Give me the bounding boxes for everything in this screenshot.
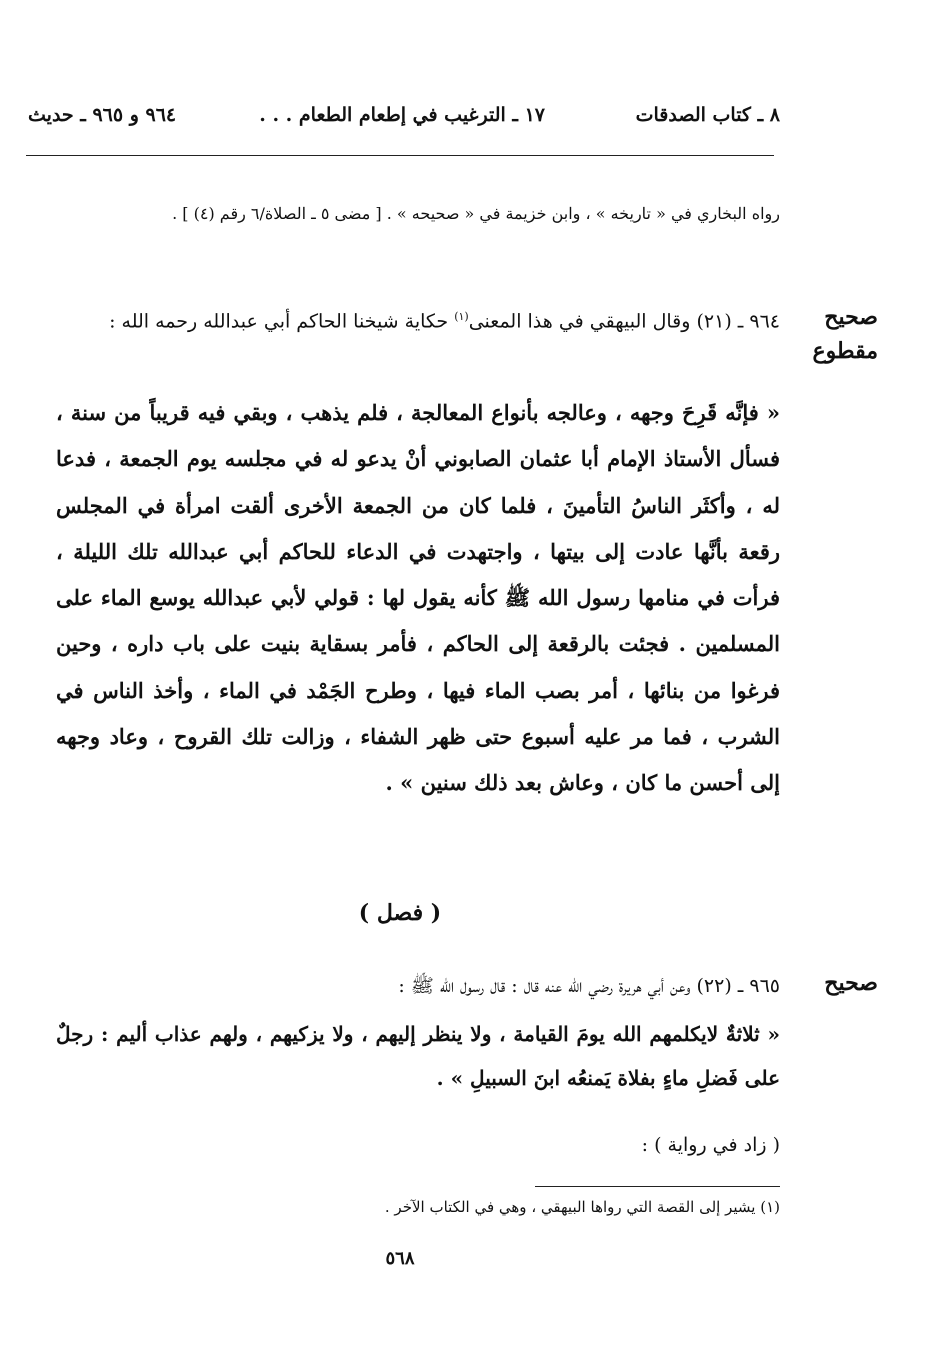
header-divider [26, 155, 774, 156]
running-header-book: ٨ ـ كتاب الصدقات [635, 104, 780, 126]
hadith-964-text: « فإنَّه قَرِحَ وجهه ، وعالجه بأنواع المعالجة ، فلم يذهب ، وبقي فيه قريباً من سنة ، فسأل الأستاذ الإمام أبا عثمان الصابوني أنْ يدعو له في مجلسه يوم الجمعة ، فدعا له ، وأكثَر الناسُ التأمينَ ، فلما كان من الجمعة الأخرى ألقت امرأة في المجلس رقعة بأنَّها عادت إلى بيتها ، واجتهدت في الدعاء للحاكم أبي عبدالله تلك الليلة ، فرأت في منامها رسول الله ﷺ كأنه يقول لها : قولي لأبي عبدالله يوسع الماء على المسلمين . فجئت بالرقعة إلى الحاكم ، فأمر بسقاية بنيت على باب داره ، وحين فرغوا من بنائها ، أمر بصب الماء فيها ، وطرح الجَمْد في الماء ، وأخذ الناس في الشرب ، فما مر عليه أسبوع حتى ظهر الشفاء ، وزالت تلك القروح ، وعاد وجهه إلى أحسن ما كان ، وعاش بعد ذلك سنين » . [56, 400, 780, 796]
hadith-965-grade: صحيح [824, 970, 878, 996]
previous-hadith-note: رواه البخاري في « تاريخه » ، وابن خزيمة في « صحيحه » . [ مضى ٥ ـ الصلاة/٦ رقم (٤) ] . [172, 204, 780, 223]
hadith-965-isnad: ٩٦٥ ـ (٢٢) وعن أبي هريرة رضي الله عنه قال : قال رسول الله ﷺ : [398, 975, 780, 997]
hadith-964-isnad-end: حكاية شيخنا الحاكم أبي عبدالله رحمه الله : [109, 310, 455, 333]
running-header-hadith-range: ٩٦٤ و ٩٦٥ ـ حديث [28, 104, 177, 126]
hadith-964-isnad-start: ٩٦٤ ـ (٢١) وقال البيهقي في هذا المعنى [468, 310, 780, 333]
grade-label-sahih: صحيح [824, 304, 878, 330]
hadith-965-additional-narration: ( زاد في رواية ) : [641, 1134, 780, 1156]
running-header-chapter: ١٧ ـ الترغيب في إطعام الطعام . . . [259, 104, 545, 126]
footnote-ref-1: (١) [454, 310, 469, 323]
footnote-1: (١) يشير إلى القصة التي رواها البيهقي ، وهي في الكتاب الآخر . [384, 1198, 780, 1216]
hadith-965-text: « ثلاثةٌ لايكلمهم الله يومَ القيامة ، ولا ينظر إليهم ، ولا يزكيهم ، ولهم عذاب أليم : رجلٌ على فَضلِ ماءٍ بفلاة يَمنعُه ابنَ السبيلِ » . [56, 1022, 780, 1090]
hadith-964-isnad [56, 294, 780, 344]
hadith-964-grade [813, 300, 878, 368]
page-number: ٥٦٨ [385, 1248, 415, 1269]
footnote-divider [535, 1186, 780, 1187]
section-heading: ( فصل ) [358, 900, 442, 926]
grade-label-maqtu: مقطوع [812, 338, 878, 364]
